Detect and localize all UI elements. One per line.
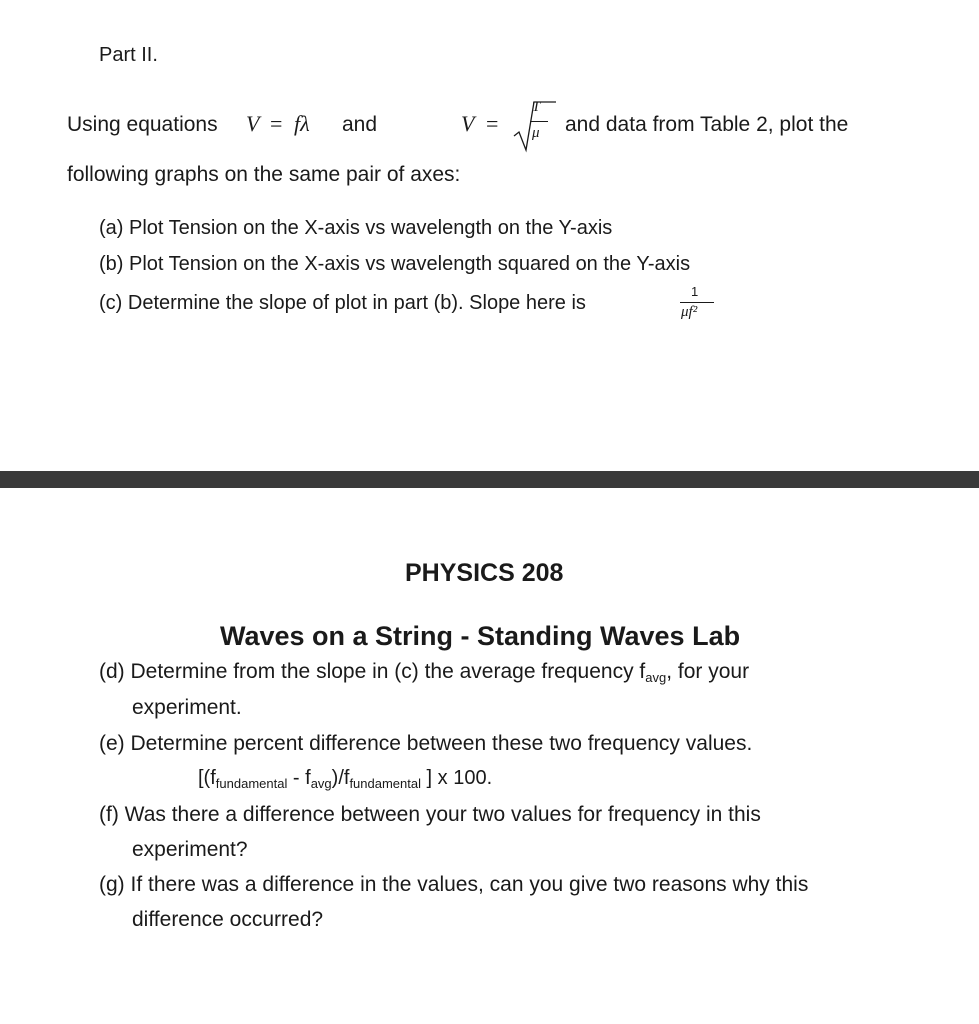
item-d-line2: experiment. bbox=[132, 696, 242, 719]
intro-line2: following graphs on the same pair of axes: bbox=[67, 163, 461, 186]
lab-title: Waves on a String - Standing Waves Lab bbox=[220, 621, 741, 651]
item-e: (e) Determine percent difference between these two frequency values. bbox=[99, 732, 753, 755]
equation-equals: = bbox=[270, 111, 283, 136]
item-f: (f) Was there a difference between your two values for frequency in this bbox=[99, 803, 761, 826]
equation-f-lambda: fλ bbox=[294, 111, 310, 136]
item-f-line2: experiment? bbox=[132, 838, 248, 861]
item-d-subscript: avg bbox=[645, 670, 667, 685]
item-d bbox=[99, 660, 749, 684]
item-c: (c) Determine the slope of plot in part (b). Slope here is bbox=[99, 292, 586, 314]
item-a: (a) Plot Tension on the X-axis vs wavelength on the Y-axis bbox=[99, 217, 613, 239]
equation2-lhs: V bbox=[461, 111, 475, 136]
part-heading: Part II. bbox=[99, 44, 158, 66]
slope-denominator: μf² bbox=[681, 304, 698, 320]
intro-tail: and data from Table 2, plot the bbox=[565, 113, 849, 136]
item-d-post: , for your bbox=[666, 660, 750, 683]
sqrt-fraction-bar bbox=[530, 121, 548, 122]
slope-fraction-bar bbox=[680, 302, 714, 303]
intro-and: and bbox=[342, 113, 378, 136]
sqrt-denominator: μ bbox=[532, 125, 540, 141]
item-b: (b) Plot Tension on the X-axis vs wavelength squared on the Y-axis bbox=[99, 253, 691, 275]
sqrt-numerator: T bbox=[532, 99, 541, 115]
equation-velocity-lhs: V bbox=[246, 111, 260, 136]
intro-lead: Using equations bbox=[67, 113, 218, 136]
percent-difference-formula: [$(f_{fundamental} - f_{avg})/f_{fundamental}$ ] x 100. bbox=[198, 767, 493, 791]
item-g-line2: difference occurred? bbox=[132, 908, 324, 931]
equation2-equals: = bbox=[486, 111, 499, 136]
item-g: (g) If there was a difference in the values, can you give two reasons why this bbox=[99, 873, 809, 896]
slope-numerator: 1 bbox=[691, 284, 699, 299]
page-divider bbox=[0, 471, 979, 488]
item-d-text: (d) Determine from the slope in (c) the average frequency f bbox=[99, 660, 646, 683]
course-title: PHYSICS 208 bbox=[405, 559, 564, 587]
